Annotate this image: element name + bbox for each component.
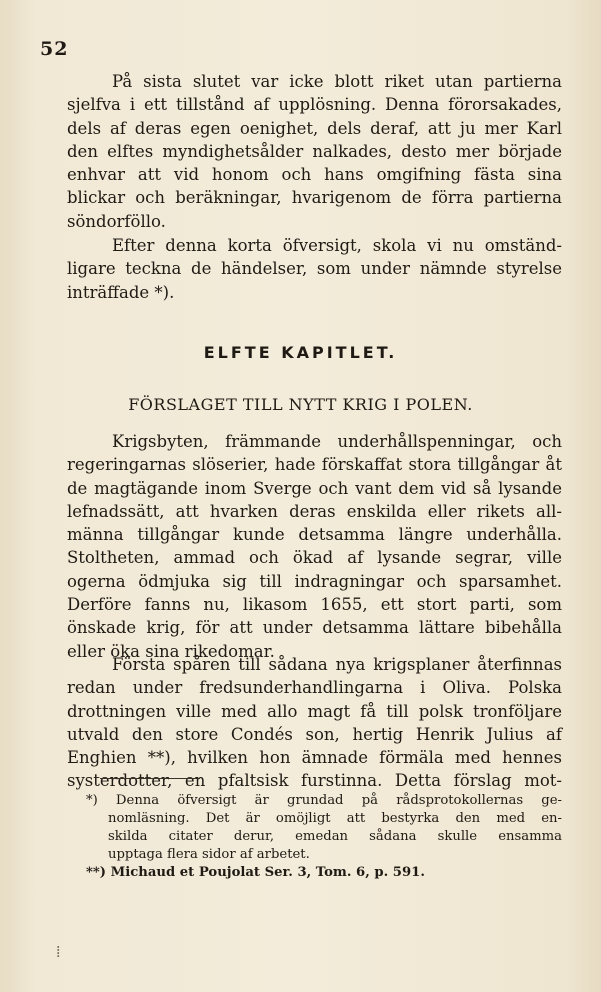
paragraph-3-line: ogerna ödmjuka sig till indragningar och sparsamhet. xyxy=(67,571,562,591)
footnote-2: **) Michaud et Poujolat Ser. 3, Tom. 6, p. 591. xyxy=(86,865,425,880)
paragraph-4-line: redan under fredsunderhandlingarna i Oliva. Polska xyxy=(67,678,562,698)
chapter-title: ELFTE KAPITLET. xyxy=(203,343,398,362)
chapter-subtitle: FÖRSLAGET TILL NYTT KRIG I POLEN. xyxy=(128,395,473,414)
paragraph-1 xyxy=(67,70,562,233)
paragraph-3-line: regeringarnas slöserier, hade förskaffat stora tillgångar åt xyxy=(67,455,562,475)
paragraph-3-line: eller öka sina rikedomar. xyxy=(67,641,275,661)
margin-mark-icon: ⁞ xyxy=(56,942,61,961)
paragraph-1-line: söndorföllo. xyxy=(67,211,166,231)
paragraph-1-line: sjelfva i ett tillstånd af upplösning. Denna förorsakades, xyxy=(67,95,562,115)
footnote-1-line: nomläsning. Det är omöjligt att bestyrka den med en- xyxy=(108,811,562,826)
paragraph-1-line: På sista slutet var icke blott riket utan partierna xyxy=(112,72,562,91)
paragraph-3-line: Stoltheten, ammad och ökad af lysande segrar, ville xyxy=(67,548,562,568)
paragraph-4-line: Enghien **), hvilken hon ämnade förmäla med hennes xyxy=(67,748,562,768)
paragraph-3-line: de magtägande inom Sverge och vant dem vid så lysande xyxy=(67,478,562,498)
paragraph-1-line: dels af deras egen oenighet, dels deraf, att ju mer Karl xyxy=(67,118,562,138)
paragraph-2-line: Efter denna korta öfversigt, skola vi nu omständ- xyxy=(112,236,562,255)
paragraph-1-line: enhvar att vid honom och hans omgifning fästa sina xyxy=(67,165,562,185)
footnote-1-line: *) Denna öfversigt är grundad på rådsprotokollernas ge- xyxy=(86,793,562,808)
paragraph-3-line: männa tillgångar kunde detsamma längre underhålla. xyxy=(67,525,562,545)
paragraph-3-line: Krigsbyten, främmande underhållspenningar, och xyxy=(112,432,562,451)
paragraph-3-line: önskade krig, för att under detsamma lättare bibehålla xyxy=(67,618,562,638)
paragraph-2-line: inträffade *). xyxy=(67,282,175,302)
paragraph-4-line: Första spåren till sådana nya krigsplaner återfinnas xyxy=(112,655,562,674)
paragraph-4-line: utvald den store Condés son, hertig Henrik Julius af xyxy=(67,724,562,744)
paragraph-4-line: systerdotter, en pfaltsisk furstinna. Detta förslag mot- xyxy=(67,771,562,791)
footnotes xyxy=(86,792,562,882)
paragraph-4-line: drottningen ville med allo magt få till polsk tronföljare xyxy=(67,701,562,721)
paragraph-1-line: den elftes myndighetsålder nalkades, desto mer började xyxy=(67,141,562,161)
page-number: 52 xyxy=(40,38,69,60)
paragraph-1-line: blickar och beräkningar, hvarigenom de förra partierna xyxy=(67,188,562,208)
paragraph-2 xyxy=(67,234,562,304)
paragraph-3-line: lefnadssätt, att hvarken deras enskilda eller rikets all- xyxy=(67,501,562,521)
paragraph-4 xyxy=(67,653,562,793)
footnote-1-line: skilda citater derur, emedan sådana skulle ensamma xyxy=(108,829,562,844)
paragraph-2-line: ligare teckna de händelser, som under nämnde styrelse xyxy=(67,259,562,279)
footnote-divider xyxy=(100,778,200,779)
paragraph-3 xyxy=(67,430,562,663)
paragraph-3-line: Derföre fanns nu, likasom 1655, ett stort parti, som xyxy=(67,595,562,615)
footnote-1-line: upptaga flera sidor af arbetet. xyxy=(108,847,310,862)
